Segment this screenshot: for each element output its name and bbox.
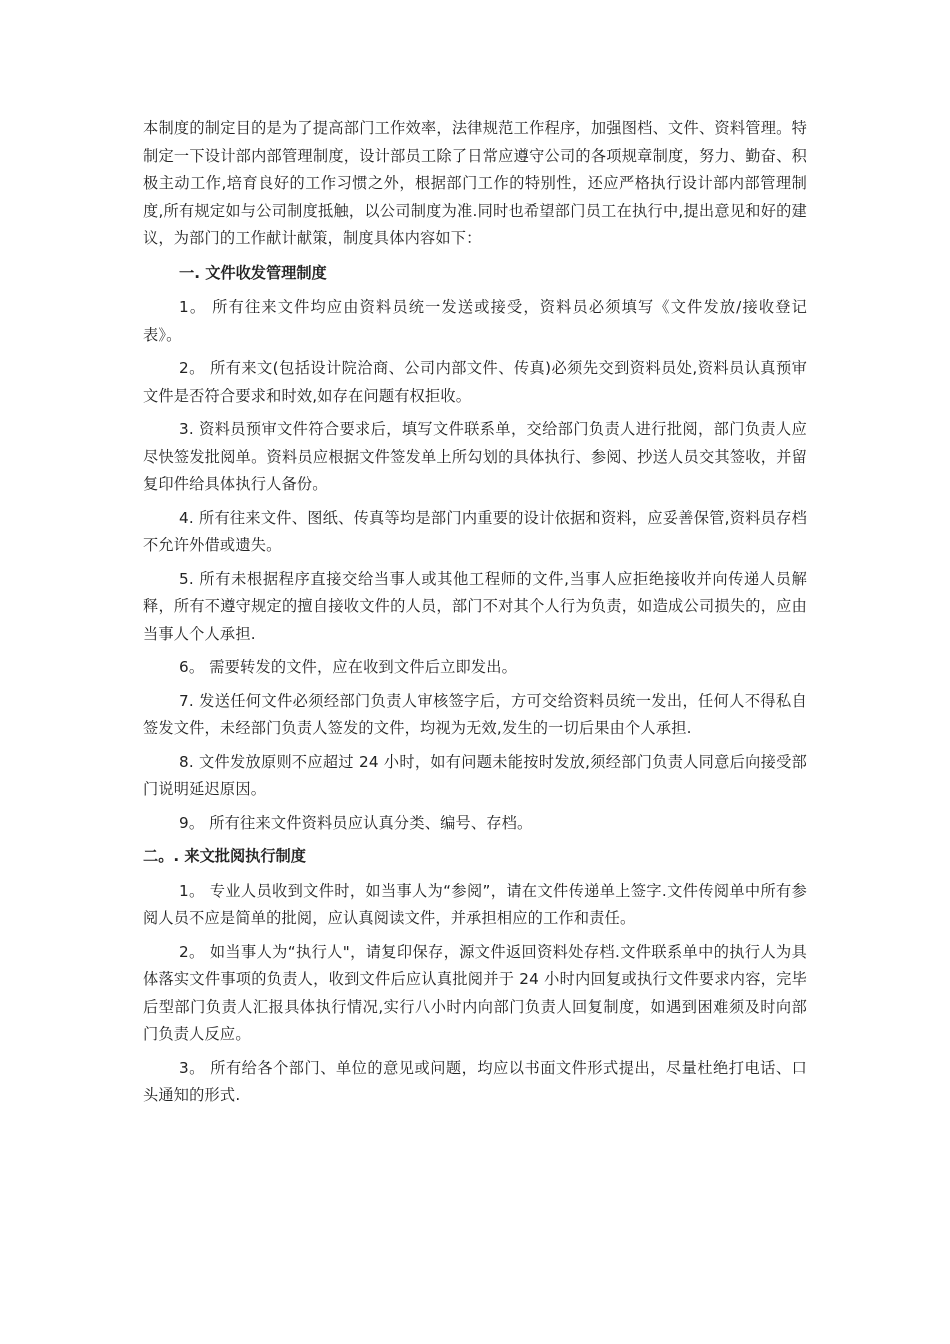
section-1-item-7: 7. 发送任何文件必须经部门负责人审核签字后，方可交给资料员统一发出，任何人不得私自签发文件，未经部门负责人签发的文件，均视为无效,发生的一切后果由个人承担. (143, 691, 807, 737)
section-1-item-2: 2。 所有来文(包括设计院洽商、公司内部文件、传真)必须先交到资料员处,资料员认真预审文件是否符合要求和时效,如存在问题有权拒收。 (143, 359, 807, 405)
section-1-heading: 一. 文件收发管理制度 (179, 263, 327, 282)
section-1-item-9: 9。 所有往来文件资料员应认真分类、编号、存档。 (179, 813, 533, 832)
section-1-item-3: 3. 资料员预审文件符合要求后，填写文件联系单，交给部门负责人进行批阅，部门负责人应尽快签发批阅单。资料员应根据文件签发单上所勾划的具体执行、参阅、抄送人员交其签收，并留复印件给具体执行人备份。 (143, 420, 807, 493)
section-2-item-2: 2。 如当事人为“执行人"，请复印保存，源文件返回资料处存档.文件联系单中的执行人为具体落实文件事项的负责人，收到文件后应认真批阅并于 24 小时内回复或执行文件要求内容，完毕后型部门负责人汇报具体执行情况,实行八小时内向部门负责人回复制度，如遇到困难须及时向部门负责人反应。 (143, 942, 807, 1043)
section-1-item-8: 8. 文件发放原则不应超过 24 小时，如有问题未能按时发放,须经部门负责人同意后向接受部门说明延迟原因。 (143, 752, 807, 798)
intro-paragraph: 本制度的制定目的是为了提高部门工作效率，法律规范工作程序，加强图档、文件、资料管理。特制定一下设计部内部管理制度，设计部员工除了日常应遵守公司的各项规章制度，努力、勤奋、积极主动工作,培育良好的工作习惯之外，根据部门工作的特别性，还应严格执行设计部内部管理制度,所有规定如与公司制度抵触，以公司制度为准.同时也希望部门员工在执行中,提出意见和好的建议，为部门的工作献计献策，制度具体内容如下： (143, 119, 807, 247)
section-2-heading: 二。. 来文批阅执行制度 (143, 847, 306, 865)
section-1-item-1: 1。 所有往来文件均应由资料员统一发送或接受，资料员必须填写《文件发放/接收登记表》。 (143, 298, 807, 344)
section-1-item-5: 5. 所有未根据程序直接交给当事人或其他工程师的文件,当事人应拒绝接收并向传递人员解释，所有不遵守规定的擅自接收文件的人员，部门不对其个人行为负责，如造成公司损失的，应由当事人个人承担. (143, 569, 807, 643)
section-1-item-6: 6。 需要转发的文件，应在收到文件后立即发出。 (179, 658, 518, 676)
section-2-item-1: 1。 专业人员收到文件时，如当事人为“参阅”，请在文件传递单上签字.文件传阅单中所有参阅人员不应是简单的批阅，应认真阅读文件，并承担相应的工作和责任。 (143, 881, 807, 927)
section-1-item-4: 4. 所有往来文件、图纸、传真等均是部门内重要的设计依据和资料，应妥善保管,资料员存档不允许外借或遗失。 (143, 508, 807, 554)
section-2-item-3: 3。 所有给各个部门、单位的意见或问题，均应以书面文件形式提出，尽量杜绝打电话、口头通知的形式. (143, 1058, 807, 1104)
